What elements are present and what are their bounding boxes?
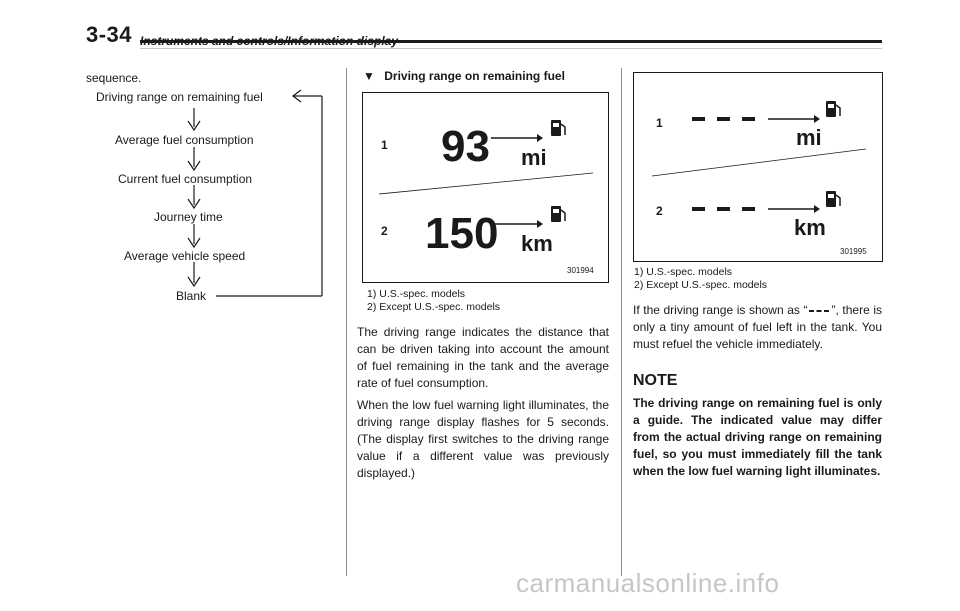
watermark: carmanualsonline.info xyxy=(516,568,780,598)
unit-mi: mi xyxy=(796,125,822,150)
dash-placeholder-km xyxy=(692,207,755,211)
figure-label-1: 1 xyxy=(381,138,388,152)
flow-chart xyxy=(86,86,336,306)
flow-step-driving-range: Driving range on remaining fuel xyxy=(96,90,263,104)
caption-except-us: 2) Except U.S.-spec. models xyxy=(634,279,768,291)
caption-except-us: 2) Except U.S.-spec. models xyxy=(367,301,501,313)
unit-km: km xyxy=(521,231,553,256)
note-heading: NOTE xyxy=(633,372,678,389)
figure-display-dashes xyxy=(633,72,883,262)
paragraph-dashes-pre: If the driving range is shown as “ xyxy=(633,303,808,317)
column-divider-left xyxy=(346,68,347,576)
range-value-km: 150 xyxy=(425,209,499,258)
figure-captions xyxy=(634,266,874,292)
flow-step-blank: Blank xyxy=(176,289,207,303)
range-value-mi: 93 xyxy=(441,122,490,171)
heading-marker-icon: ▼ xyxy=(363,69,375,83)
paragraph-dashes-post: ”, there is only a tiny amount of fuel left in the tank. You must refuel the vehicle immediately. xyxy=(633,303,882,351)
paragraph-dashes xyxy=(633,302,882,353)
dash-symbol-icon xyxy=(808,307,830,315)
paragraph-low-fuel: When the low fuel warning light illuminates, the driving range display flashes for 5 seconds. (The display first switches to the driving range value if a different value was previously displayed.) xyxy=(357,398,609,480)
note-text: The driving range on remaining fuel is only a guide. The indicated value may differ from the actual driving range on remaining fuel, so you must immediately fill the tank when the low fuel warning light illuminates. xyxy=(633,396,882,478)
intro-text: sequence. xyxy=(86,71,142,85)
header-rule-light xyxy=(140,48,882,49)
caption-us-spec: 1) U.S.-spec. models xyxy=(367,288,466,300)
figure-display-values-drawing xyxy=(363,93,608,282)
unit-km: km xyxy=(794,215,826,240)
figure-display-dashes-drawing xyxy=(634,73,882,261)
section-heading-text: Driving range on remaining fuel xyxy=(384,69,565,83)
figure-captions xyxy=(367,288,607,314)
figure-label-1: 1 xyxy=(656,116,663,130)
column-divider-right xyxy=(621,68,622,576)
paragraph-driving-range: The driving range indicates the distance that can be driven taking into account the amount of fuel remaining in the tank and the average rate of fuel consumption. xyxy=(357,325,609,390)
header-rule xyxy=(140,40,882,43)
flow-step-current-fuel: Current fuel consumption xyxy=(118,172,253,186)
caption-us-spec: 1) U.S.-spec. models xyxy=(634,266,733,278)
section-heading xyxy=(363,69,565,83)
flow-step-average-speed: Average vehicle speed xyxy=(124,249,246,263)
fuel-pump-icon xyxy=(826,101,840,117)
figure-number: 301995 xyxy=(840,247,867,256)
fuel-pump-icon xyxy=(551,120,565,136)
fuel-pump-icon xyxy=(826,191,840,207)
figure-label-2: 2 xyxy=(381,224,388,238)
flow-step-average-fuel: Average fuel consumption xyxy=(115,133,254,147)
figure-number: 301994 xyxy=(567,266,594,275)
page-number: 3-34 xyxy=(86,22,133,47)
figure-label-2: 2 xyxy=(656,204,663,218)
figure-display-values xyxy=(362,92,609,283)
flow-step-journey-time: Journey time xyxy=(154,210,223,224)
flow-chart-arrows xyxy=(86,86,336,306)
fuel-pump-icon xyxy=(551,206,565,222)
dash-placeholder-mi xyxy=(692,117,755,121)
unit-mi: mi xyxy=(521,145,547,170)
